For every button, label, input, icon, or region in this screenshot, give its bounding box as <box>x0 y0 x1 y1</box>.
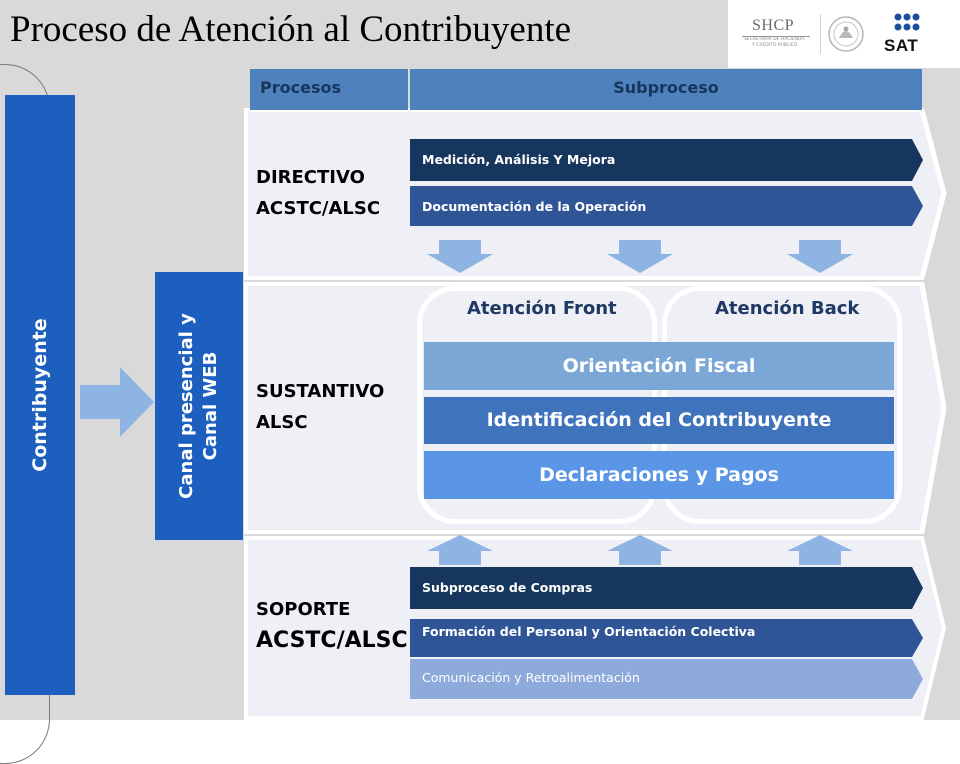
sustantivo-label <box>256 376 384 438</box>
header-subproceso: Subproceso <box>410 69 922 110</box>
sat-dots-icon <box>893 12 921 34</box>
bar-formacion: Formación del Personal y Orientación Colectiva <box>422 624 756 639</box>
contribuyente-box <box>5 95 75 695</box>
shcp-logo-subtitle-1: SECRETARÍA DE HACIENDA <box>744 37 805 42</box>
arrow-right-icon <box>78 365 158 440</box>
arrow-up-icon <box>605 535 675 565</box>
directivo-label-line2: ACSTC/ALSC <box>256 198 381 219</box>
service-orientacion-fiscal: Orientación Fiscal <box>424 342 894 390</box>
arrow-down-icon <box>785 240 855 274</box>
soporte-label <box>256 594 408 656</box>
bar-medicion: Medición, Análisis Y Mejora <box>422 152 616 167</box>
arrow-up-icon <box>425 535 495 565</box>
canal-label <box>175 313 223 499</box>
atencion-front-label: Atención Front <box>467 298 617 319</box>
mexico-seal-icon <box>826 14 866 54</box>
service-declaraciones: Declaraciones y Pagos <box>424 451 894 499</box>
arrow-up-icon <box>785 535 855 565</box>
sustantivo-label-line1: SUSTANTIVO <box>256 381 385 402</box>
contribuyente-label: Contribuyente <box>29 318 51 472</box>
page-title: Proceso de Atención al Contribuyente <box>10 9 572 50</box>
directivo-label-line1: DIRECTIVO <box>256 167 365 188</box>
soporte-label-line2: ACSTC/ALSC <box>256 628 408 653</box>
arrow-down-icon <box>605 240 675 274</box>
bar-comunicacion: Comunicación y Retroalimentación <box>422 670 640 685</box>
bar-documentacion: Documentación de la Operación <box>422 199 647 214</box>
canal-box <box>155 272 243 540</box>
sat-logo-text: SAT <box>884 36 919 55</box>
sustantivo-label-line2: ALSC <box>256 412 308 433</box>
logo-separator <box>820 14 821 54</box>
bar-compras: Subproceso de Compras <box>422 580 593 595</box>
shcp-logo-text: SHCP <box>752 17 795 34</box>
soporte-label-line1: SOPORTE <box>256 599 351 620</box>
directivo-label <box>256 162 380 224</box>
shcp-logo-subtitle-2: Y CRÉDITO PÚBLICO <box>752 43 798 48</box>
arrow-down-icon <box>425 240 495 274</box>
canal-label-line2: Canal WEB <box>200 351 221 461</box>
service-identificacion: Identificación del Contribuyente <box>424 397 894 444</box>
canal-label-line1: Canal presencial y <box>176 313 197 499</box>
header-procesos: Procesos <box>250 69 408 110</box>
atencion-back-label: Atención Back <box>715 298 860 319</box>
